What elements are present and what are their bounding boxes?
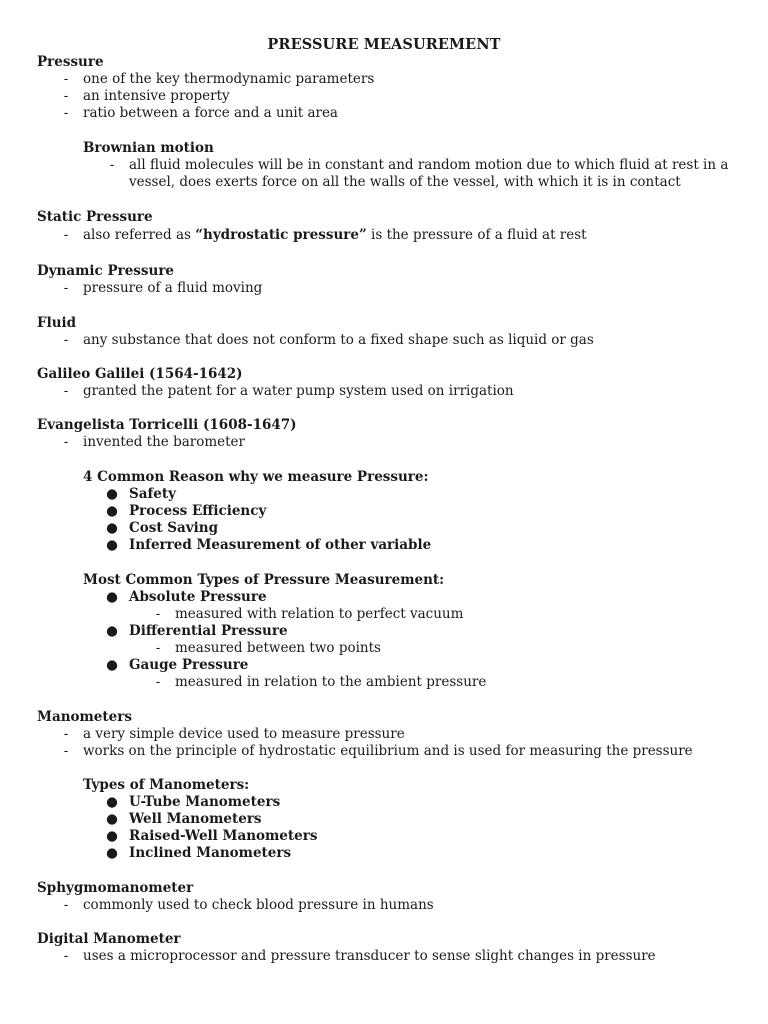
section-heading-manometers: Manometers	[37, 709, 132, 725]
bullet-marker: ●	[106, 794, 118, 810]
bullet-marker: ●	[106, 503, 118, 519]
section-heading-sphygmomanometer: Sphygmomanometer	[37, 880, 194, 896]
list-item: - measured with relation to perfect vacuum	[175, 606, 463, 623]
bullet-item: ● Raised-Well Manometers	[106, 828, 318, 844]
list-item: - invented the barometer	[83, 434, 245, 451]
subsection-heading-brownian: Brownian motion	[83, 140, 214, 156]
dash-marker: -	[63, 227, 69, 243]
section-heading-static: Static Pressure	[37, 209, 153, 225]
section-heading-dynamic: Dynamic Pressure	[37, 263, 175, 279]
page-title: PRESSURE MEASUREMENT	[267, 36, 501, 53]
bullet-marker: ●	[106, 589, 118, 605]
list-item: - any substance that does not conform to a fixed shape such as liquid or gas	[83, 332, 594, 349]
dash-marker: -	[63, 434, 69, 450]
dash-marker: -	[63, 897, 69, 913]
list-item: - an intensive property	[83, 88, 230, 105]
dash-marker: -	[109, 157, 115, 173]
list-item: - measured in relation to the ambient pressure	[175, 674, 486, 691]
bullet-item: ● Gauge Pressure	[106, 657, 249, 673]
section-heading-digital-manometer: Digital Manometer	[37, 931, 181, 947]
list-item: - uses a microprocessor and pressure transducer to sense slight changes in pressure	[83, 948, 656, 965]
dash-marker: -	[63, 71, 69, 87]
dash-marker: -	[155, 674, 161, 690]
dash-marker: -	[63, 948, 69, 964]
bullet-marker: ●	[106, 811, 118, 827]
bullet-item: ● Process Efficiency	[106, 503, 267, 519]
bullet-marker: ●	[106, 486, 118, 502]
bullet-marker: ●	[106, 537, 118, 553]
bullet-item: ● Differential Pressure	[106, 623, 288, 639]
subsection-heading-types: Most Common Types of Pressure Measurement:	[83, 572, 445, 588]
subsection-heading-manometer-types: Types of Manometers:	[83, 777, 250, 793]
bullet-item: ● Absolute Pressure	[106, 589, 267, 605]
dash-marker: -	[63, 332, 69, 348]
dash-marker: -	[63, 105, 69, 121]
bullet-marker: ●	[106, 657, 118, 673]
section-heading-torricelli: Evangelista Torricelli (1608-1647)	[37, 417, 297, 433]
dash-marker: -	[63, 726, 69, 742]
bullet-item: ● Inclined Manometers	[106, 845, 292, 861]
bullet-item: ● Cost Saving	[106, 520, 219, 536]
bullet-item: ● Safety	[106, 486, 176, 502]
bullet-item: ● Well Manometers	[106, 811, 262, 827]
bullet-marker: ●	[106, 520, 118, 536]
list-item: - commonly used to check blood pressure in humans	[83, 897, 434, 914]
bullet-marker: ●	[106, 623, 118, 639]
list-item: - ratio between a force and a unit area	[83, 105, 338, 122]
list-item: - a very simple device used to measure pressure	[83, 726, 405, 743]
subsection-heading-reasons: 4 Common Reason why we measure Pressure:	[83, 469, 429, 485]
bullet-item: ● U-Tube Manometers	[106, 794, 281, 810]
section-heading-fluid: Fluid	[37, 315, 77, 331]
bullet-item: ● Inferred Measurement of other variable	[106, 537, 432, 553]
dash-marker: -	[155, 640, 161, 656]
list-item: - granted the patent for a water pump system used on irrigation	[83, 383, 514, 400]
list-item: - measured between two points	[175, 640, 381, 657]
list-item: - works on the principle of hydrostatic equilibrium and is used for measuring the pressure	[83, 743, 693, 760]
dash-marker: -	[63, 88, 69, 104]
list-item: - all fluid molecules will be in constant and random motion due to which fluid at rest in a vessel, does exerts force on all the walls of the vessel, with which it is in contact	[129, 157, 729, 191]
dash-marker: -	[63, 383, 69, 399]
list-item: - pressure of a fluid moving	[83, 280, 262, 297]
bullet-marker: ●	[106, 828, 118, 844]
section-heading-pressure: Pressure	[37, 54, 104, 70]
dash-marker: -	[63, 280, 69, 296]
dash-marker: -	[63, 743, 69, 759]
bold-term: “hydrostatic pressure”	[195, 227, 367, 243]
list-item: - also referred as “hydrostatic pressure” is the pressure of a fluid at rest	[83, 227, 587, 244]
bullet-marker: ●	[106, 845, 118, 861]
dash-marker: -	[155, 606, 161, 622]
list-item: - one of the key thermodynamic parameters	[83, 71, 374, 88]
section-heading-galileo: Galileo Galilei (1564-1642)	[37, 366, 243, 382]
